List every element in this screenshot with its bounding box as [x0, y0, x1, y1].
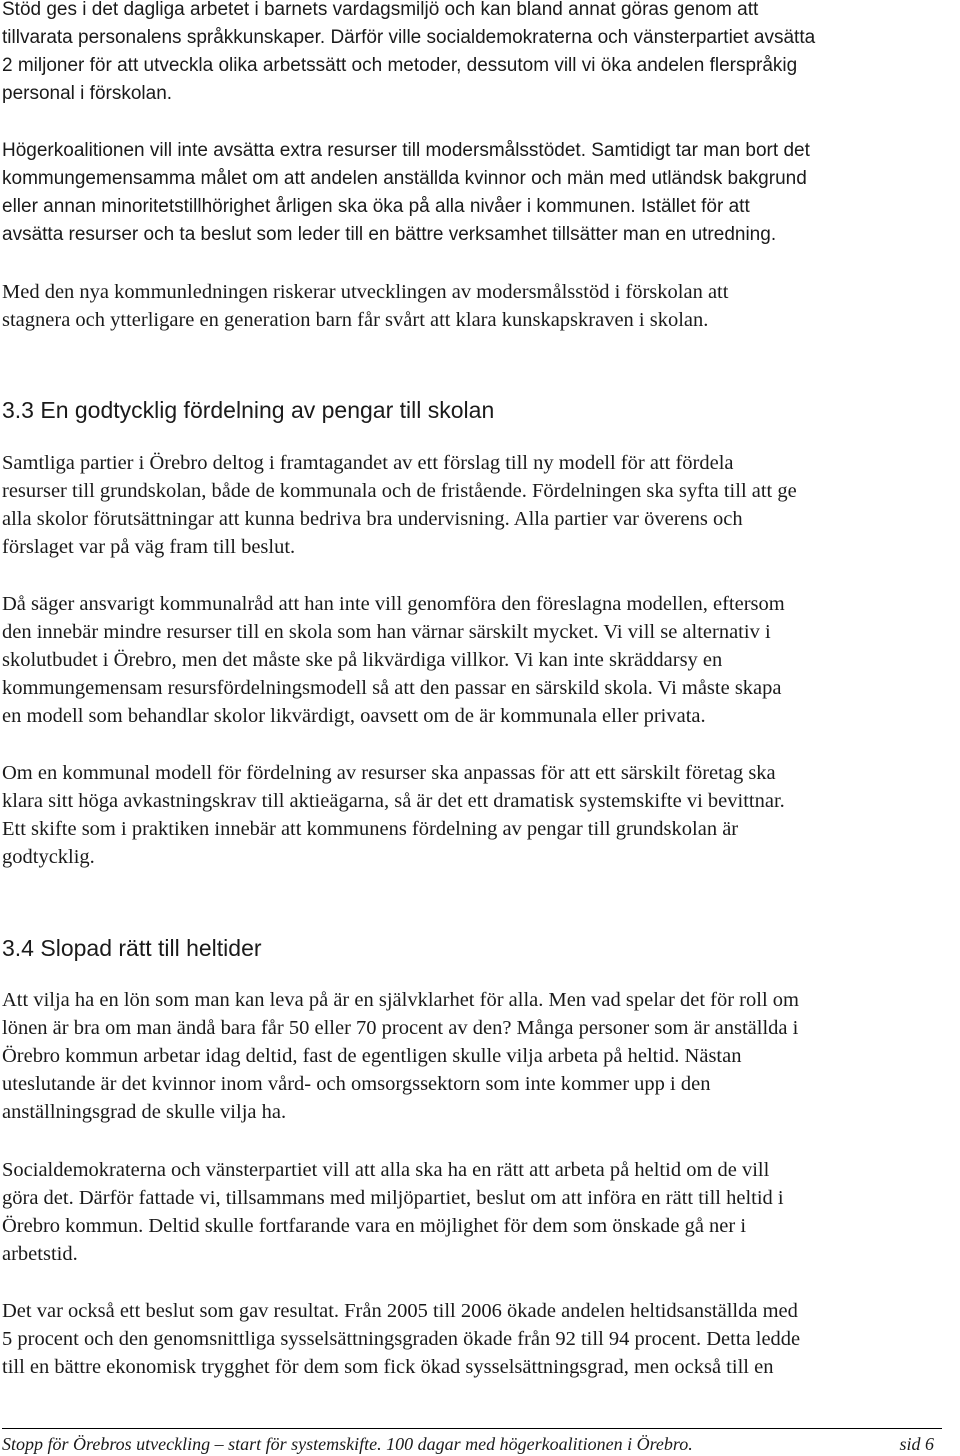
text-line: Med den nya kommunledningen riskerar utvecklingen av modersmålsstöd i förskolan att — [2, 281, 729, 303]
paragraph-all-parties — [2, 449, 797, 561]
text-line: uteslutande är det kvinnor inom vård- och omsorgssektorn som inte kommer upp i den — [2, 1073, 711, 1095]
text-line: den innebär mindre resurser till en skola som han värnar särskilt mycket. Vi vill se alternativ i — [2, 621, 771, 643]
text-line: stagnera och ytterligare en generation barn får svårt att klara kunskapskraven i skolan. — [2, 309, 709, 331]
page-footer — [2, 1432, 934, 1456]
text-line: till en bättre ekonomisk trygghet för dem som fick ökad sysselsättningsgrad, men också till en — [2, 1356, 774, 1378]
text-line: förslaget var på väg fram till beslut. — [2, 536, 296, 558]
text-line: en modell som behandlar skolor likvärdigt, oavsett om de är kommunala eller privata. — [2, 705, 706, 727]
text-line: kommungemensamma målet om att andelen anställda kvinnor och män med utländsk bakgrund — [2, 168, 807, 189]
text-line: kommungemensam resursfördelningsmodell så att den passar en särskild skola. Vi måste skapa — [2, 677, 782, 699]
text-line: Örebro kommun. Deltid skulle fortfarande vara en möjlighet för dem som önskade gå ner i — [2, 1215, 747, 1237]
text-line: resurser till grundskolan, både de kommunala och de fristående. Fördelningen ska syfta till att ge — [2, 480, 797, 502]
paragraph-living-wage — [2, 986, 799, 1126]
footer-divider — [2, 1428, 942, 1429]
text-line: 5 procent och den genomsnittliga sysselsättningsgraden ökade från 92 till 94 procent. Detta ledde — [2, 1328, 801, 1350]
text-line: Ett skifte som i praktiken innebär att kommunens fördelning av pengar till grundskolan är — [2, 818, 739, 840]
section-heading-3-4: 3.4 Slopad rätt till heltider — [2, 935, 262, 961]
paragraph-preschool-language — [2, 0, 815, 108]
text-line: Örebro kommun arbetar idag deltid, fast de egentligen skulle vilja arbeta på heltid. Nästan — [2, 1045, 742, 1067]
paragraph-system-shift — [2, 759, 785, 871]
text-line: Stöd ges i det dagliga arbetet i barnets vardagsmiljö och kan bland annat göras genom att — [2, 0, 759, 20]
text-line: godtycklig. — [2, 846, 95, 868]
paragraph-right-coalition — [2, 137, 810, 249]
page-number: sid 6 — [899, 1434, 934, 1454]
paragraph-results — [2, 1297, 800, 1381]
text-line: eller annan minoritetstillhörighet årligen ska öka på alla nivåer i kommunen. Istället för att — [2, 196, 750, 217]
footer-title: Stopp för Örebros utveckling – start för systemskifte. 100 dagar med högerkoalitionen i Örebro. — [2, 1434, 693, 1454]
text-line: avsätta resurser och ta beslut som leder till en bättre verksamhet tillsätter man en utredning. — [2, 224, 777, 245]
text-line: Socialdemokraterna och vänsterpartiet vill att alla ska ha en rätt att arbeta på heltid om de vill — [2, 1159, 770, 1181]
text-line: lönen är bra om man ändå bara får 50 eller 70 procent av den? Många personer som är anställda i — [2, 1017, 799, 1039]
paragraph-municipal-councillor — [2, 590, 785, 730]
text-line: Samtliga partier i Örebro deltog i framtagandet av ett förslag till ny modell för att fördela — [2, 452, 734, 474]
text-line: tillvarata personalens språkkunskaper. Därför ville socialdemokraterna och vänsterpartiet avsätta — [2, 27, 816, 48]
text-line: Om en kommunal modell för fördelning av resurser ska anpassas för att ett särskilt företag ska — [2, 762, 776, 784]
text-line: Då säger ansvarigt kommunalråd att han inte vill genomföra den föreslagna modellen, eftersom — [2, 593, 785, 615]
text-line: Det var också ett beslut som gav resultat. Från 2005 till 2006 ökade andelen heltidsanställda med — [2, 1300, 798, 1322]
section-heading-3-3: 3.3 En godtycklig fördelning av pengar till skolan — [2, 397, 495, 423]
text-line: Att vilja ha en lön som man kan leva på är en självklarhet för alla. Men vad spelar det för roll om — [2, 989, 799, 1011]
text-line: klara sitt höga avkastningskrav till aktieägarna, så är det ett dramatisk systemskifte vi bevittnar. — [2, 790, 785, 812]
text-line: alla skolor förutsättningar att kunna bedriva bra undervisning. Alla partier var överens och — [2, 508, 743, 530]
text-line: göra det. Därför fattade vi, tillsammans med miljöpartiet, beslut om att införa en rätt till heltid i — [2, 1187, 784, 1209]
text-line: arbetstid. — [2, 1243, 78, 1265]
text-line: personal i förskolan. — [2, 83, 173, 104]
text-line: Högerkoalitionen vill inte avsätta extra resurser till modersmålsstödet. Samtidigt tar man bort det — [2, 140, 810, 161]
text-line: anställningsgrad de skulle vilja ha. — [2, 1101, 287, 1123]
paragraph-right-to-fulltime — [2, 1156, 784, 1268]
paragraph-new-leadership — [2, 278, 728, 334]
text-line: skolutbudet i Örebro, men det måste ske på likvärdiga villkor. Vi kan inte skräddarsy en — [2, 649, 723, 671]
text-line: 2 miljoner för att utveckla olika arbetssätt och metoder, dessutom vill vi öka andelen flerspråkig — [2, 55, 798, 76]
